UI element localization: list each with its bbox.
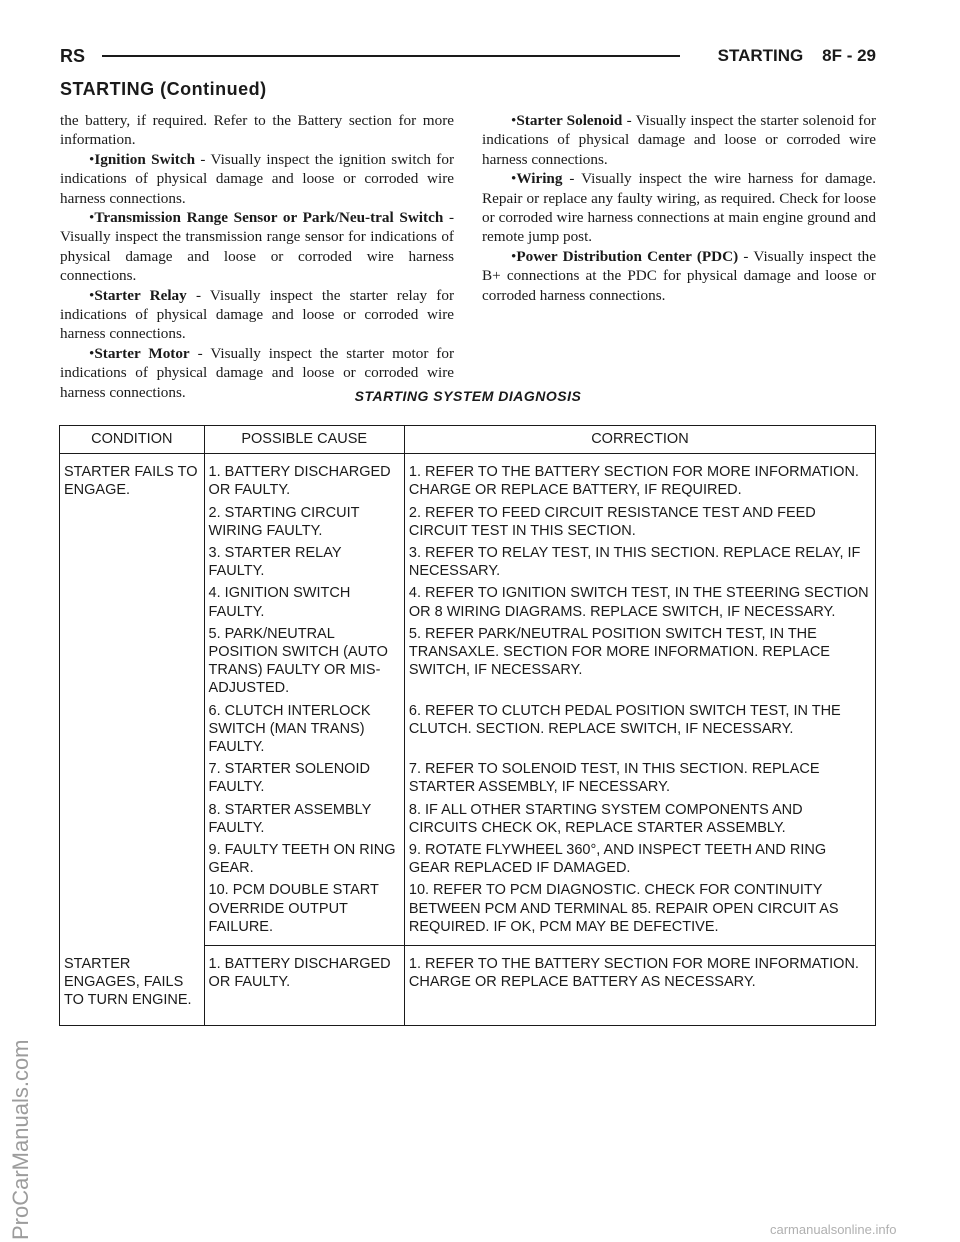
item-term: Transmission Range Sensor or Park/Neu-tral Switch <box>94 209 444 227</box>
item-text: - Visually inspect the starter motor for indications of physical damage and loose or corroded wire harness connections. <box>60 344 455 401</box>
item-text: - Visually inspect the ignition switch for indications of physical damage and loose or corroded wire harness connections. <box>60 150 455 207</box>
intro-paragraph: the battery, if required. Refer to the Battery section for more information. <box>60 112 454 149</box>
cause-cell: 1. BATTERY DISCHARGED OR FAULTY. <box>204 454 404 500</box>
item-term: Starter Solenoid <box>516 112 623 129</box>
correction-cell: 9. ROTATE FLYWHEEL 360°, AND INSPECT TEETH AND RING GEAR REPLACED IF DAMAGED. <box>404 837 875 877</box>
page-number: 8F - 29 <box>822 46 876 65</box>
cause-cell: 1. BATTERY DISCHARGED OR FAULTY. <box>204 946 404 1026</box>
correction-cell: 1. REFER TO THE BATTERY SECTION FOR MORE INFORMATION. CHARGE OR REPLACE BATTERY AS NECESSARY. <box>404 946 875 1026</box>
correction-cell: 5. REFER PARK/NEUTRAL POSITION SWITCH TEST, IN THE TRANSAXLE. SECTION FOR MORE INFORMATION. REPLACE SWITCH, IF NECESSARY. <box>404 621 875 698</box>
condition-cell: STARTER FAILS TO ENGAGE. <box>60 454 205 946</box>
item-text: - Visually inspect the starter relay for indications of physical damage and loose or corroded wire harness connections. <box>60 286 455 343</box>
item-term: Power Distribution Center (PDC) <box>516 247 739 265</box>
inspection-item <box>482 247 876 305</box>
table-row <box>60 946 876 1026</box>
bullet: • <box>511 112 517 129</box>
header-right <box>718 46 876 66</box>
item-term: Ignition Switch <box>94 150 196 168</box>
item-text: - Visually inspect the B+ connections at the PDC for physical damage and loose or corroded harness connections. <box>482 247 876 304</box>
cause-cell: 4. IGNITION SWITCH FAULTY. <box>204 580 404 620</box>
cause-cell: 6. CLUTCH INTERLOCK SWITCH (MAN TRANS) FAULTY. <box>204 698 404 757</box>
section-code: RS <box>60 46 86 66</box>
inspection-item <box>60 150 454 208</box>
cause-cell: 8. STARTER ASSEMBLY FAULTY. <box>204 797 404 837</box>
cause-cell: 3. STARTER RELAY FAULTY. <box>204 540 404 580</box>
inspection-item <box>60 208 454 286</box>
bullet: • <box>89 150 95 168</box>
condition-cell: STARTER ENGAGES, FAILS TO TURN ENGINE. <box>60 946 205 1026</box>
correction-cell: 8. IF ALL OTHER STARTING SYSTEM COMPONENTS AND CIRCUITS CHECK OK, REPLACE STARTER ASSEMBLY. <box>404 797 875 837</box>
continued-heading: STARTING (Continued) <box>60 79 267 99</box>
item-text: - Visually inspect the transmission range sensor for indications of physical damage and loose or corroded wire harness connections. <box>60 209 455 285</box>
item-text: - Visually inspect the wire harness for damage. Repair or replace any faulty wiring, as required. Check for loose or corroded wire harness connections at main engine ground and remote jump post. <box>482 170 877 246</box>
inspection-item <box>482 111 876 169</box>
bullet: • <box>89 209 95 227</box>
bullet: • <box>511 170 517 188</box>
correction-cell: 10. REFER TO PCM DIAGNOSTIC. CHECK FOR CONTINUITY BETWEEN PCM AND TERMINAL 85. REPAIR OPEN CIRCUIT AS REQUIRED. IF OK, PCM MAY BE DEFECTIVE. <box>404 877 875 945</box>
correction-cell: 4. REFER TO IGNITION SWITCH TEST, IN THE STEERING SECTION OR 8 WIRING DIAGRAMS. REPLACE SWITCH, IF NECESSARY. <box>404 580 875 620</box>
cause-cell: 2. STARTING CIRCUIT WIRING FAULTY. <box>204 500 404 540</box>
correction-cell: 6. REFER TO CLUTCH PEDAL POSITION SWITCH TEST, IN THE CLUTCH. SECTION. REPLACE SWITCH, IF NECESSARY. <box>404 698 875 757</box>
table-header-row <box>60 426 876 454</box>
bullet: • <box>89 286 95 304</box>
diagnosis-table <box>59 425 876 1026</box>
header-rule <box>102 55 680 57</box>
bullet: • <box>511 247 517 265</box>
item-term: Wiring <box>516 170 563 188</box>
correction-cell: 2. REFER TO FEED CIRCUIT RESISTANCE TEST AND FEED CIRCUIT TEST IN THIS SECTION. <box>404 500 875 540</box>
item-term: Starter Relay <box>94 286 187 304</box>
cause-cell: 9. FAULTY TEETH ON RING GEAR. <box>204 837 404 877</box>
table-title: STARTING SYSTEM DIAGNOSIS <box>354 388 582 404</box>
cause-cell: 7. STARTER SOLENOID FAULTY. <box>204 756 404 796</box>
side-watermark: ProCarManuals.com <box>8 1039 33 1240</box>
header-possible-cause: POSSIBLE CAUSE <box>204 426 404 454</box>
item-term: Starter Motor <box>94 344 190 362</box>
cause-cell: 5. PARK/NEUTRAL POSITION SWITCH (AUTO TRANS) FAULTY OR MIS-ADJUSTED. <box>204 621 404 698</box>
correction-cell: 1. REFER TO THE BATTERY SECTION FOR MORE INFORMATION. CHARGE OR REPLACE BATTERY, IF REQUIRED. <box>404 454 875 500</box>
bottom-watermark: carmanualsonline.info <box>770 1222 897 1237</box>
correction-cell: 3. REFER TO RELAY TEST, IN THIS SECTION. REPLACE RELAY, IF NECESSARY. <box>404 540 875 580</box>
header-condition: CONDITION <box>60 426 205 454</box>
table-row <box>60 454 876 500</box>
inspection-item <box>482 169 876 247</box>
cause-cell: 10. PCM DOUBLE START OVERRIDE OUTPUT FAILURE. <box>204 877 404 945</box>
bullet: • <box>89 344 95 362</box>
item-text: - Visually inspect the starter solenoid for indications of physical damage and loose or corroded wire harness connections. <box>482 112 877 168</box>
page-header <box>60 46 876 66</box>
header-title: STARTING <box>717 46 804 65</box>
header-correction: CORRECTION <box>404 426 875 454</box>
correction-cell: 7. REFER TO SOLENOID TEST, IN THIS SECTION. REPLACE STARTER ASSEMBLY, IF NECESSARY. <box>404 756 875 796</box>
inspection-item <box>60 286 454 344</box>
left-text-column <box>60 111 454 402</box>
right-text-column <box>482 111 876 305</box>
